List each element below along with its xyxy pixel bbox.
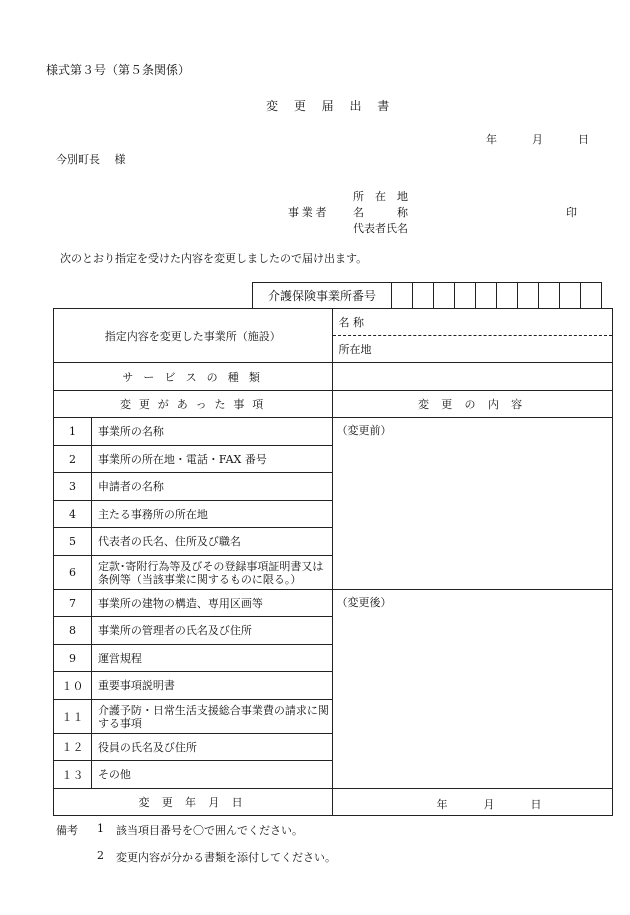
- change-date-label: 変 更 年 月 日: [54, 789, 333, 816]
- item-number[interactable]: １１: [54, 700, 92, 734]
- office-number-box[interactable]: [392, 283, 413, 309]
- item-label: 主たる事務所の所在地: [91, 501, 332, 528]
- office-address-field[interactable]: [332, 336, 613, 363]
- change-before-field[interactable]: [332, 418, 613, 590]
- change-after-field[interactable]: [332, 590, 613, 789]
- office-name-label: 名 称: [338, 316, 364, 329]
- after-label: （変更後）: [336, 596, 392, 609]
- notes-label: 備考: [56, 824, 78, 837]
- applicant-name-label: 名 称: [353, 206, 408, 219]
- office-number-box[interactable]: [455, 283, 476, 309]
- change-items-table: [53, 308, 613, 816]
- item-number[interactable]: 7: [54, 590, 92, 617]
- change-date-year: 年: [436, 798, 448, 811]
- item-number[interactable]: 2: [54, 446, 92, 473]
- applicant-rep-label: 代表者氏名: [353, 222, 408, 235]
- date-month: 月: [532, 133, 543, 146]
- before-label: （変更前）: [336, 424, 392, 437]
- addressee: 今別町長 様: [56, 153, 126, 166]
- office-address-label: 所在地: [338, 343, 372, 356]
- office-number-box[interactable]: [476, 283, 497, 309]
- office-number-table: [252, 282, 602, 309]
- applicant-address-label: 所 在 地: [353, 190, 408, 203]
- document-title: 変 更 届 出 書: [266, 99, 396, 113]
- item-label: 事業所の建物の構造、専用区画等: [91, 590, 332, 617]
- change-content-header: 変 更 の 内 容: [332, 391, 613, 418]
- item-label: 定款･寄附行為等及びその登録事項証明書又は条例等（当該事業に関するものに限る。）: [91, 556, 332, 590]
- item-number[interactable]: 9: [54, 645, 92, 672]
- office-number-box[interactable]: [581, 283, 602, 309]
- item-number[interactable]: 5: [54, 528, 92, 556]
- item-number[interactable]: 1: [54, 418, 92, 446]
- change-date-day: 日: [530, 798, 542, 811]
- item-label: 重要事項説明書: [91, 672, 332, 700]
- office-number-box[interactable]: [560, 283, 581, 309]
- item-label: 役員の氏名及び住所: [91, 734, 332, 761]
- date-day: 日: [578, 133, 589, 146]
- office-number-box[interactable]: [434, 283, 455, 309]
- item-number[interactable]: 3: [54, 473, 92, 501]
- item-label: 運営規程: [91, 645, 332, 672]
- item-number[interactable]: 6: [54, 556, 92, 590]
- note-2-text: 変更内容が分かる書類を添付してください。: [116, 851, 336, 864]
- office-number-box[interactable]: [539, 283, 560, 309]
- item-number[interactable]: 4: [54, 501, 92, 528]
- item-number[interactable]: １２: [54, 734, 92, 761]
- item-label: 事業所の名称: [91, 418, 332, 446]
- change-date-month: 月: [483, 798, 495, 811]
- office-number-label: 介護保険事業所番号: [253, 283, 392, 309]
- item-number[interactable]: 8: [54, 617, 92, 645]
- office-number-box[interactable]: [497, 283, 518, 309]
- item-label: 事業所の管理者の氏名及び住所: [91, 617, 332, 645]
- office-label: 指定内容を変更した事業所（施設）: [54, 309, 333, 363]
- item-number[interactable]: １０: [54, 672, 92, 700]
- service-type-field[interactable]: [332, 363, 613, 391]
- change-date-field[interactable]: [332, 789, 613, 816]
- note-1-text: 該当項目番号を〇で囲んでください。: [116, 824, 303, 837]
- note-2-number: 2: [97, 849, 104, 862]
- applicant-label: 事業者: [288, 206, 330, 219]
- form-number: 様式第３号（第５条関係）: [46, 63, 191, 77]
- intro-text: 次のとおり指定を受けた内容を変更しましたので届け出ます。: [60, 252, 368, 265]
- item-label: 事業所の所在地・電話・FAX 番号: [91, 446, 332, 473]
- item-label: 申請者の名称: [91, 473, 332, 501]
- date-year: 年: [486, 133, 497, 146]
- item-label: 介護予防・日常生活支援総合事業費の請求に関する事項: [91, 700, 332, 734]
- note-1-number: 1: [97, 822, 104, 835]
- office-number-box[interactable]: [413, 283, 434, 309]
- item-number[interactable]: １３: [54, 761, 92, 789]
- item-label: 代表者の氏名、住所及び職名: [91, 528, 332, 556]
- item-label: その他: [91, 761, 332, 789]
- service-type-label: サ ー ビ ス の 種 類: [54, 363, 333, 391]
- office-name-field[interactable]: [332, 309, 613, 336]
- changed-items-header: 変 更 が あ っ た 事 項: [54, 391, 333, 418]
- seal-mark: 印: [566, 206, 577, 219]
- office-number-box[interactable]: [518, 283, 539, 309]
